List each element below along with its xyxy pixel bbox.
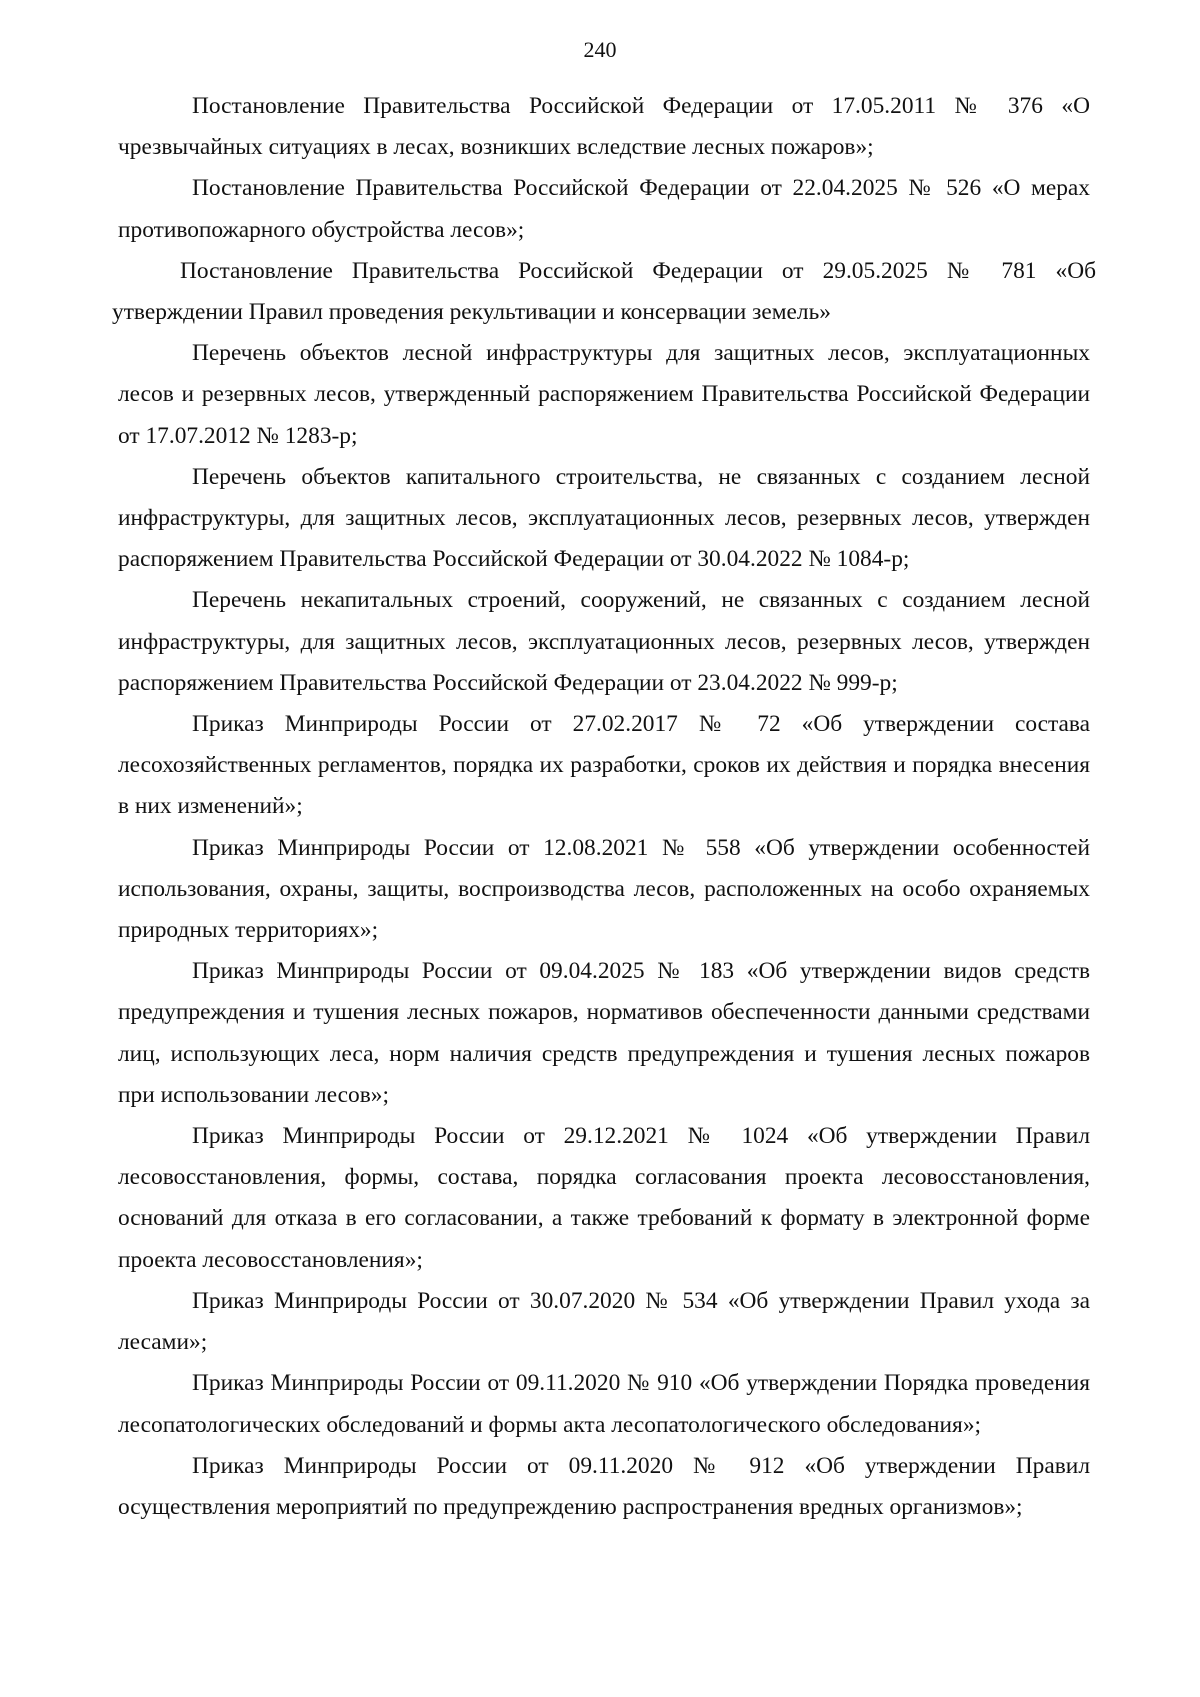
paragraph-order-183: Приказ Минприроды России от 09.04.2025 № 183 «Об утверждении видов средств предупреждения и тушения лесных пожаров, нормативов обеспеченности данными средствами лиц, использующих леса, норм наличия средств предупреждения и тушения лесных пожаров при использовании лесов»; [118, 958, 1090, 1108]
paragraph-order-534: Приказ Минприроды России от 30.07.2020 № 534 «Об утверждении Правил ухода за лесами»; [118, 1287, 1090, 1356]
document-body [112, 86, 1096, 1528]
paragraph-order-558: Приказ Минприроды России от 12.08.2021 № 558 «Об утверждении особенностей использования, охраны, защиты, воспроизводства лесов, расположенных на особо охраняемых природных территориях»; [118, 834, 1090, 944]
paragraph-resolution-781: Постановление Правительства Российской Федерации от 29.05.2025 № 781 «Об утверждении Правил проведения рекультивации и консервации земель» [112, 257, 1096, 326]
paragraph-list-999-r: Перечень некапитальных строений, сооружений, не связанных с созданием лесной инфраструктуры, для защитных лесов, эксплуатационных лесов, резервных лесов, утвержден распоряжением Правительства Российской Федерации от 23.04.2022 № 999-р; [118, 587, 1090, 696]
paragraph-list-1283-r: Перечень объектов лесной инфраструктуры для защитных лесов, эксплуатационных лесов и резервных лесов, утвержденный распоряжением Правительства Российской Федерации от 17.07.2012 № 1283-р; [118, 340, 1090, 449]
paragraph-list-1084-r: Перечень объектов капитального строительства, не связанных с созданием лесной инфраструктуры, для защитных лесов, эксплуатационных лесов, резервных лесов, утвержден распоряжением Правительства Российской Федерации от 30.04.2022 № 1084-р; [118, 463, 1090, 573]
paragraph-order-910: Приказ Минприроды России от 09.11.2020 № 910 «Об утверждении Порядка проведения лесопатологических обследований и формы акта лесопатологического обследования»; [118, 1370, 1090, 1438]
page-number: 240 [583, 37, 617, 62]
paragraph-order-72: Приказ Минприроды России от 27.02.2017 № 72 «Об утверждении состава лесохозяйственных регламентов, порядка их разработки, сроков их действия и порядка внесения в них изменений»; [118, 711, 1090, 820]
paragraph-resolution-526: Постановление Правительства Российской Федерации от 22.04.2025 № 526 «О мерах противопожарного обустройства лесов»; [118, 175, 1090, 243]
paragraph-order-912: Приказ Минприроды России от 09.11.2020 № 912 «Об утверждении Правил осуществления мероприятий по предупреждению распространения вредных организмов»; [118, 1452, 1090, 1520]
paragraph-order-1024: Приказ Минприроды России от 29.12.2021 № 1024 «Об утверждении Правил лесовосстановления, формы, состава, порядка согласования проекта лесовосстановления, оснований для отказа в его согласовании, а также требований к формату в электронной форме проекта лесовосстановления»; [118, 1123, 1090, 1273]
paragraph-resolution-376: Постановление Правительства Российской Федерации от 17.05.2011 № 376 «О чрезвычайных ситуациях в лесах, возникших вследствие лесных пожаров»; [118, 93, 1090, 161]
